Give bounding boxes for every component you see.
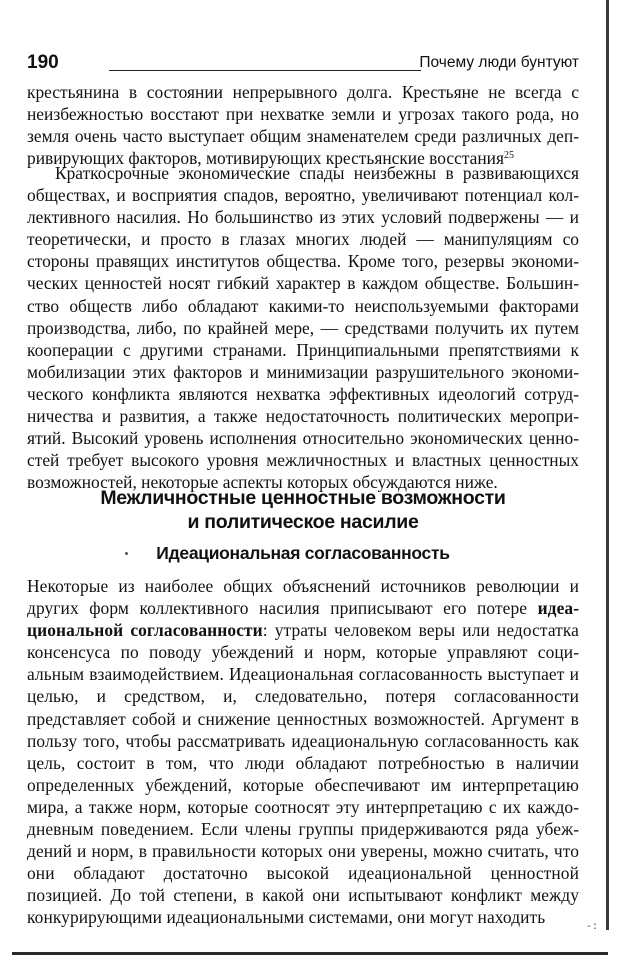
paragraph-3-rest: : утраты человеком веры или недостатка консенсуса по поводу убеждений и норм, которые управляют социальным взаимодействием. Идеациональная согласованность выступает и целью, и средством, и, следовательно, потеря согласованности представляет собой и снижение ценностных возможностей. Аргумент в пользу того, чтобы рассматривать идеациональную согласованность как цель, состоит в том, что люди обладают потребностью в наличии определенных убеждений, которые обеспечивают им интерпретацию мира, а также норм, которые соотносят эту интерпретацию с их каждодневным поведением. Если члены группы придерживаются ряда убеждений и норм, в правильности которых они уверены, можно считать, что они обладают достаточно высокой идеациональной ценностной позицией. До той степени, в какой они испытывают конфликт между конкурирующими идеациональными системами, они могут находить bbox=[27, 620, 579, 928]
paragraph-2: Краткосрочные экономические спады неизбежны в развивающихся обществах, и восприятия спадов, вероятно, увеличивают потенциал коллективного насилия. Но большинство из этих условий подвержены — и теоретически, и просто в глазах многих людей — манипуляциям со стороны правящих институтов общества. Кроме того, резервы экономических ценностей носят гибкий характер в каждом обществе. Большинство обществ либо обладают какими-то неиспользуемыми факторами производства, либо, по крайней мере, — средствами получить их путем кооперации с другими странами. Принципиальными препятствиями к мобилизации этих факторов и минимизации разрушительного экономического конфликта являются нехватка эффективных идеологий сотрудничества и развития, а также недостаточность политических мероприятий. Высокий уровень исполнения относительно экономических ценностей требует высокого уровня межличностных и властных ценностных возможностей, некоторые аспекты которых обсуждаются ниже. bbox=[27, 163, 579, 493]
paragraph-3-start: Некоторые из наиболее общих объяснений источников революции и других форм коллективного насилия приписывают его потере bbox=[27, 576, 579, 619]
section-heading-line-1: Межличностные ценностные возможности bbox=[100, 487, 506, 509]
section-heading-line-2: и политическое насилие bbox=[187, 511, 419, 533]
page-number: 190 bbox=[27, 52, 59, 73]
running-header bbox=[27, 50, 579, 78]
page-edge-bottom bbox=[12, 952, 608, 955]
section-heading bbox=[27, 486, 579, 534]
subsection-heading: Идеациональная согласованность bbox=[156, 543, 450, 563]
header-rule bbox=[109, 70, 421, 71]
page-edge-right bbox=[606, 0, 609, 930]
running-title: Почему люди бунтуют bbox=[419, 54, 579, 71]
corner-marks: -: bbox=[586, 922, 599, 933]
paragraph-3 bbox=[27, 575, 579, 929]
paragraph-1-text: крестьянина в состоянии непрерывного долга. Крестьяне не всегда с неизбежностью восстают при нехватке земли и угрозах такого рода, но земля очень часто выступает общим знаменателем среди различных депривирующих факторов, мотивирующих крестьянские восстания bbox=[27, 82, 579, 169]
footnote-ref-25: 25 bbox=[503, 150, 514, 162]
term-ideational-coherence: идеациональной согласованности bbox=[27, 598, 579, 641]
paragraph-1 bbox=[27, 81, 579, 169]
